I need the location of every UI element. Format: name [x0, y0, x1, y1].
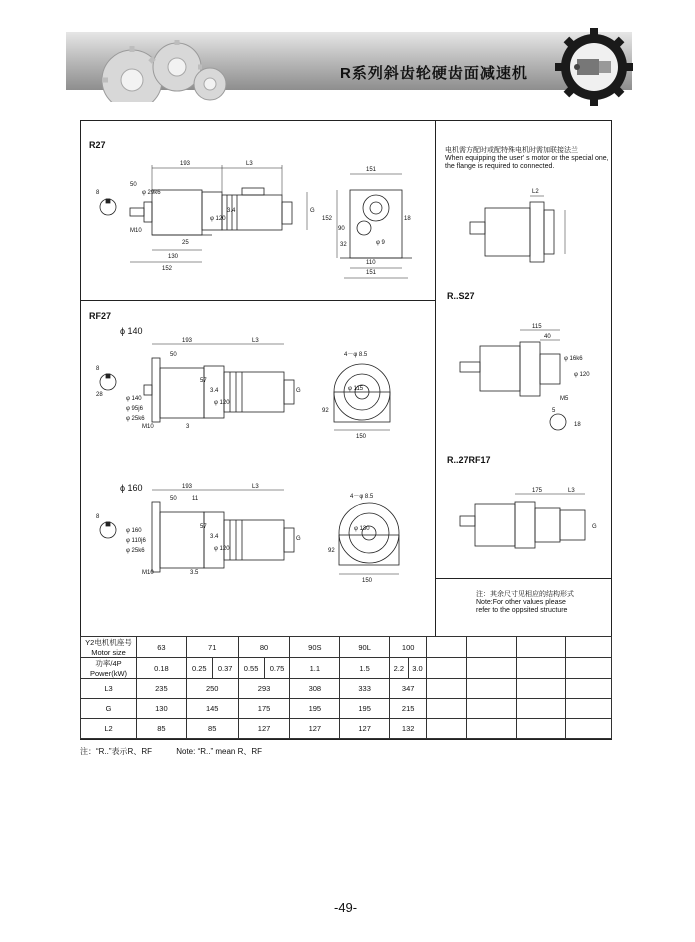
right-note2-en2: refer to the oppsited structure	[476, 607, 568, 614]
cell-L2: 85	[137, 719, 187, 739]
footnote	[80, 746, 262, 757]
rf27b-holes: 4－φ 8.5	[350, 494, 374, 500]
rf27b-pcd: φ 130	[354, 526, 370, 532]
cell-L3: 347	[390, 679, 427, 699]
r27-side-90: 90	[338, 226, 345, 232]
row-power	[81, 658, 612, 679]
cell-power: 1.1	[290, 658, 340, 679]
r27-dim-8: 8	[96, 190, 100, 196]
cell-motor: 100	[390, 637, 427, 658]
rf27b-dim-193: 193	[182, 484, 193, 490]
logo-gear-icon	[555, 28, 633, 106]
cell-G: 130	[137, 699, 187, 719]
r27-side-151: 151	[366, 167, 377, 173]
rf27b-dim-57: 57	[200, 524, 207, 530]
rf27-dim-95j6: φ 95j6	[126, 406, 143, 412]
footnote-en: Note: “R..” mean R、RF	[176, 747, 263, 756]
th-G: G	[81, 699, 137, 719]
rf27b-dim-92: 92	[328, 548, 335, 554]
r27-dim-m10: M10	[130, 228, 142, 234]
rf27-dim-3: 3	[186, 424, 190, 430]
r27-side-9: φ 9	[376, 240, 385, 246]
flange-L2: L2	[532, 189, 539, 195]
rf27-dim-150: 150	[356, 434, 367, 440]
cell-L2: 127	[290, 719, 340, 739]
right-note2-cn: 注：其余尺寸见相应的结构形式	[476, 591, 574, 598]
cell-G: 195	[290, 699, 340, 719]
rf27b-dim-25k6: φ 25k6	[126, 548, 145, 554]
r27-dim-L3: L3	[246, 161, 253, 167]
spec-table	[80, 636, 612, 739]
rs27-drawing	[440, 318, 610, 443]
cell-power: 3.0	[408, 658, 427, 679]
cell-G: 195	[340, 699, 390, 719]
cell-power: 0.75	[264, 658, 290, 679]
rf27-dim-57: 57	[200, 378, 207, 384]
rf27-dim-25k6: φ 25k6	[126, 416, 145, 422]
rs27-dim-115: 115	[532, 324, 542, 330]
right-note-cn: 电机需方配时或配特殊电机时需加联接法兰	[445, 147, 578, 154]
th-power-en: Power(kW)	[89, 669, 128, 678]
column-divider	[435, 120, 436, 636]
rf27b-dim-8: 8	[96, 514, 100, 520]
rf27-phi140: ϕ 140	[120, 326, 143, 336]
rs27-label: R..S27	[447, 291, 475, 301]
cell-L3: 250	[186, 679, 238, 699]
r27-dim-25: 25	[182, 240, 189, 246]
cell-G: 145	[186, 699, 238, 719]
right-divider	[435, 578, 612, 579]
cell-L2: 132	[390, 719, 427, 739]
rf27-dim-8: 8	[96, 366, 100, 372]
rf27b-dim-35: 3.5	[190, 570, 199, 576]
cell-L3: 308	[290, 679, 340, 699]
page-number: -49-	[334, 900, 358, 915]
th-motor-en: Motor size	[91, 648, 126, 657]
r27-dim-50: 50	[130, 182, 137, 188]
r27-side-32: 32	[340, 242, 347, 248]
gear-cluster-art	[92, 32, 232, 102]
rf27-dim-120: φ 120	[214, 400, 230, 406]
rf27b-dim-120: φ 120	[214, 546, 230, 552]
cell-G: 215	[390, 699, 427, 719]
th-power-cn: 功率/4P	[95, 659, 122, 668]
r27-drawing	[82, 150, 432, 300]
cell-L2: 127	[238, 719, 290, 739]
rf27b-dim-11: 11	[192, 496, 199, 502]
rf27-dim-92: 92	[322, 408, 329, 414]
r27rf17-dim-L3: L3	[568, 488, 575, 494]
left-divider	[80, 300, 435, 301]
rf27b-dim-150: 150	[362, 578, 373, 584]
rf27-holes: 4－φ 8.5	[344, 352, 368, 358]
cell-power: 2.2	[390, 658, 409, 679]
row-motor	[81, 637, 612, 658]
footnote-cn: 注：“R..”表示R、RF	[80, 747, 152, 756]
rf27b-dim-m10: M10	[142, 570, 154, 576]
cell-motor: 71	[186, 637, 238, 658]
rf27b-dim-34: 3.4	[210, 534, 219, 540]
cell-L3: 293	[238, 679, 290, 699]
r27-dim-29k6: φ 29k6	[142, 190, 161, 196]
r27-side-152: 152	[322, 216, 333, 222]
rf27-dim-G: G	[296, 388, 301, 394]
r27rf17-dim-175: 175	[532, 488, 543, 494]
r27-dim-34: 3.4	[227, 208, 236, 214]
cell-G: 175	[238, 699, 290, 719]
right-note-en: When equipping the user' s motor or the special one, the flange is required to connected.	[445, 155, 609, 170]
rf27b-dim-L3: L3	[252, 484, 259, 490]
rf27-dim-193: 193	[182, 338, 193, 344]
rf27-phi160: ϕ 160	[120, 483, 143, 493]
cell-power: 0.37	[212, 658, 238, 679]
cell-power: 0.25	[186, 658, 212, 679]
rf27-drawings	[82, 330, 432, 590]
rs27-dim-120: φ 120	[574, 372, 590, 378]
cell-power: 0.55	[238, 658, 264, 679]
cell-motor: 90L	[340, 637, 390, 658]
rf27-dim-L3: L3	[252, 338, 259, 344]
rf27-dim-140: φ 140	[126, 396, 142, 402]
rf27-dim-m10: M10	[142, 424, 154, 430]
cell-L2: 127	[340, 719, 390, 739]
cell-L3: 235	[137, 679, 187, 699]
r27-dim-120: φ 120	[210, 216, 226, 222]
rf27b-dim-50: 50	[170, 496, 177, 502]
row-L2	[81, 719, 612, 739]
rs27-dim-m5: M5	[560, 396, 569, 402]
r27-side-151b: 151	[366, 270, 377, 276]
r27-dim-193: 193	[180, 161, 191, 167]
rf27b-dim-G: G	[296, 536, 301, 542]
rf27-pcd: φ 115	[348, 386, 364, 392]
right-note2-en1: Note:For other values please	[476, 599, 566, 606]
rf27b-dim-160: φ 160	[126, 528, 142, 534]
r27-dim-152: 152	[162, 266, 173, 272]
r27-dim-130: 130	[168, 254, 179, 260]
r27rf17-dim-G: G	[592, 524, 597, 530]
rf27b-dim-110j6: φ 110j6	[126, 538, 146, 544]
cell-motor: 63	[137, 637, 187, 658]
r27-side-110: 110	[366, 260, 376, 266]
rf27-label: RF27	[89, 311, 112, 321]
rs27-dim-16k6: φ 16k6	[564, 356, 583, 362]
r27-label: R27	[89, 140, 106, 150]
rs27-dim-5: 5	[552, 408, 556, 414]
rs27-dim-40: 40	[544, 334, 551, 340]
page-title: R系列斜齿轮硬齿面减速机	[340, 65, 528, 82]
cell-motor: 80	[238, 637, 290, 658]
r27rf17-label: R..27RF17	[447, 455, 491, 465]
cell-motor: 90S	[290, 637, 340, 658]
th-L3: L3	[81, 679, 137, 699]
rf27-dim-50: 50	[170, 352, 177, 358]
th-motor-cn: Y2电机机座号	[85, 638, 132, 647]
rf27-dim-28: 28	[96, 392, 103, 398]
r27-side-18: 18	[404, 216, 411, 222]
rs27-dim-18: 18	[574, 422, 581, 428]
row-L3	[81, 679, 612, 699]
row-G	[81, 699, 612, 719]
cell-power: 0.18	[137, 658, 187, 679]
th-L2: L2	[81, 719, 137, 739]
cell-L3: 333	[340, 679, 390, 699]
rf27-dim-34: 3.4	[210, 388, 219, 394]
r27-dim-G: G	[310, 208, 315, 214]
cell-power: 1.5	[340, 658, 390, 679]
flange-drawing	[440, 180, 610, 285]
r27rf17-drawing	[440, 478, 610, 568]
cell-L2: 85	[186, 719, 238, 739]
